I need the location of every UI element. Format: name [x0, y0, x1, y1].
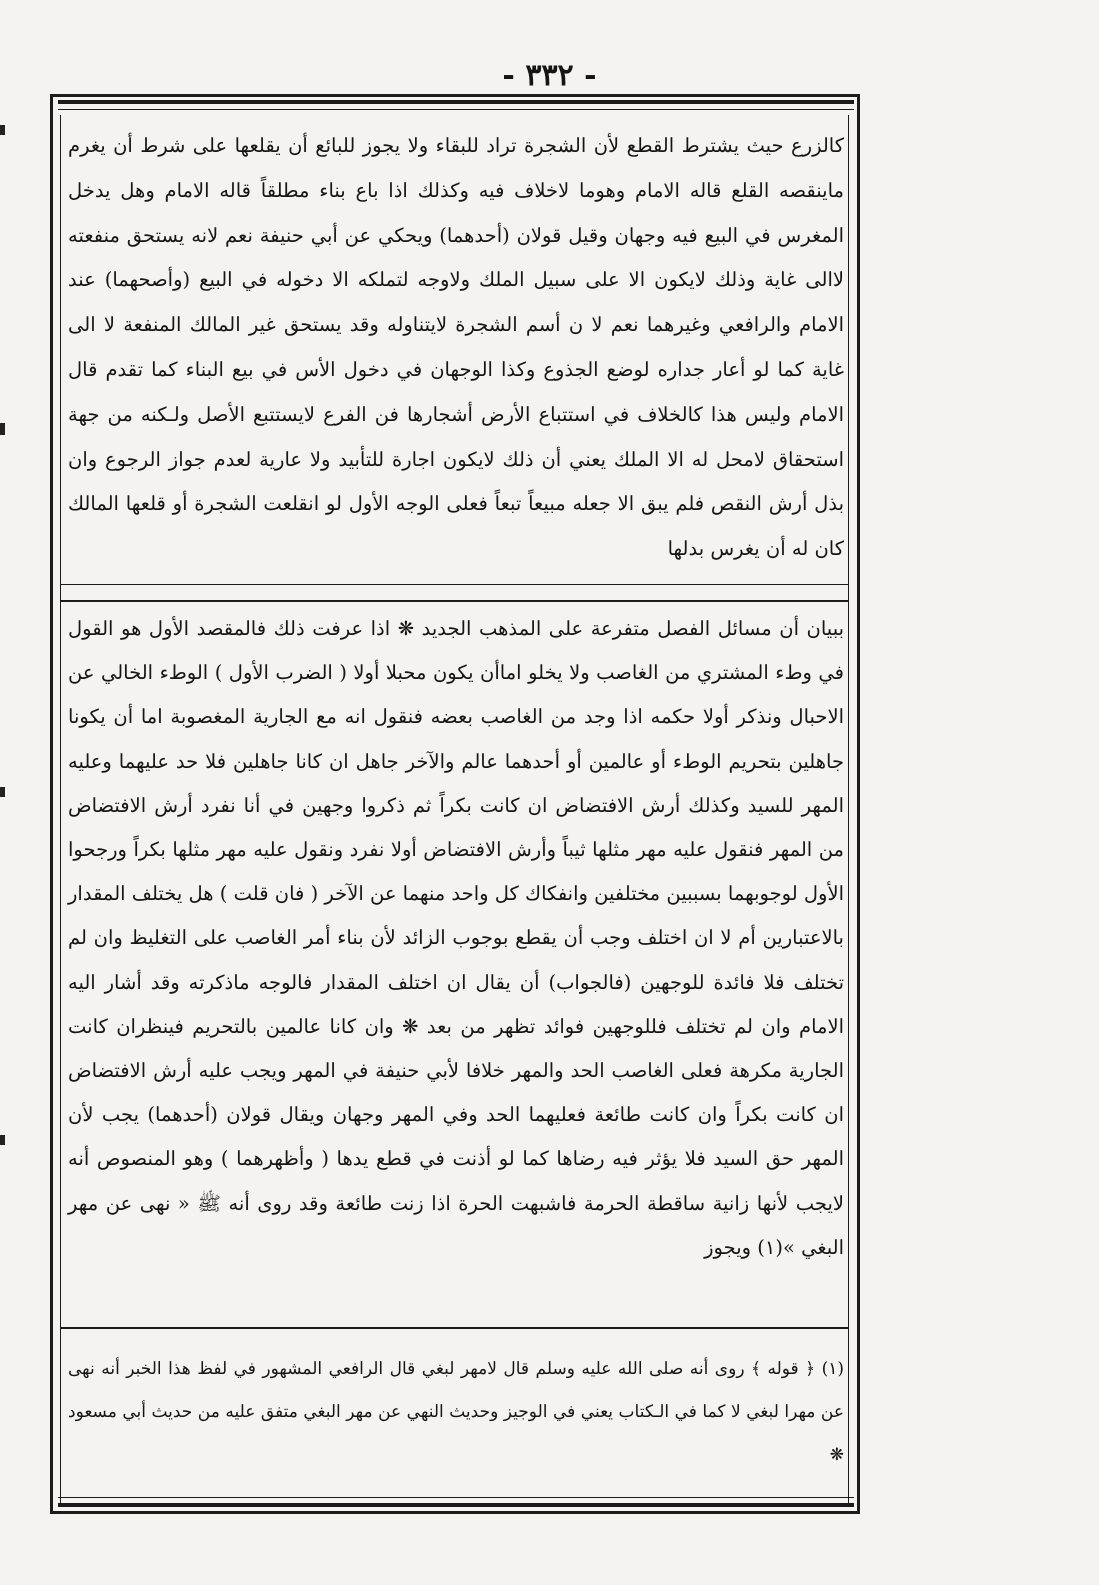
scan-edge-mark	[0, 423, 5, 435]
top-double-rule	[58, 100, 854, 110]
footnote-divider	[60, 1327, 848, 1329]
footnote-text: (١) ﴿ قوله ﴾ روى أنه صلى الله عليه وسلم قال لامهر لبغي قال الرافعي المشهور في لفظ هذا الخبر أنه نهى عن مهرا لبغي لا كما في الـكتاب يعني في الوجيز وحديث النهي عن مهر البغي متفق عليه من حديث أبي مسعود ❋	[68, 1359, 844, 1465]
scan-edge-mark	[0, 125, 5, 135]
upper-text-block	[68, 124, 844, 572]
scan-edge-mark	[0, 787, 5, 797]
inner-right-rule	[848, 115, 849, 1505]
section-divider-thick	[60, 600, 848, 602]
inner-left-rule	[60, 115, 61, 1505]
section-divider-thin	[60, 584, 848, 585]
lower-text-block	[68, 607, 844, 1270]
upper-paragraph: كالزرع حيث يشترط القطع لأن الشجرة تراد للبقاء ولا يجوز للبائع أن يقلعها على شرط أن يغرم ماينقصه القلع قاله الامام وهوما لاخلاف فيه وكذلك اذا باع بناء مطلقاً قاله الامام وهل يدخل المغرس في البيع فيه وجهان وقيل قولان (أحدهما) ويحكي عن أبي حنيفة نعم لانه يستحق منفعته لاالى غاية وذلك لايكون الا على سبيل الملك ولاوجه لتملكه الا دخوله في البيع (وأصحهما) عند الامام والرافعي وغيرهما نعم لا ن أسم الشجرة لايتناوله وقد يستحق غير المالك المنفعة لا الى غاية كما لو أعار جداره لوضع الجذوع وكذا الوجهان في دخول الأس في بيع البناء كما تقدم قال الامام وليس هذا كالخلاف في استتباع الأرض أشجارها فن الفرع لايستتبع الأصل ولـكنه من جهة استحقاق لامحل له الا الملك يعني أن ذلك لايكون اجارة للتأبيد ولا عارية لعدم جواز الرجوع وان بذل أرش النقص فلم يبق الا جعله مبيعاً تبعاً فعلى الوجه الأول لو انقلعت الشجرة أو قلعها المالك كان له أن يغرس بدلها	[68, 134, 844, 561]
footnote-block	[68, 1348, 844, 1477]
lower-paragraph: ببيان أن مسائل الفصل متفرعة على المذهب الجديد ❋ اذا عرفت ذلك فالمقصد الأول هو القول في وطء المشتري من الغاصب ولا يخلو اماأن يكون محبلا أولا ( الضرب الأول ) الوطء الخالي عن الاحبال ونذكر أولا حكمه اذا وجد من الغاصب بعضه فنقول انه مع الجارية المغصوبة اما أن يكونا جاهلين بتحريم الوطء أو عالمين أو أحدهما عالم والآخر جاهل ان كانا جاهلين فلا حد عليهما وعليه المهر للسيد وكذلك أرش الافتضاض ان كانت بكراً ثم ذكروا وجهين في أنا نفرد أرش الافتضاض من المهر فنقول عليه مهر مثلها ثيباً وأرش الافتضاض أولا نفرد ونقول عليه مهر مثلها بكراً ورجحوا الأول لوجوبهما بسببين مختلفين وانفكاك كل واحد منهما عن الآخر ( فان قلت ) هل يختلف المقدار بالاعتبارين أم لا ان اختلف وجب أن يقطع بوجوب الزائد لأن بناء أمر الغاصب على التغليظ وان لم تختلف فلا فائدة للوجهين (فالجواب) أن يقال ان اختلف المقدار فالوجه ماذكرته وقد أشار اليه الامام وان لم تختلف فللوجهين فوائد تظهر من بعد ❋ وان كانا عالمين بالتحريم فينظران كانت الجارية مكرهة فعلى الغاصب الحد والمهر خلافا لأبي حنيفة في المهر ويجب عليه أرش الافتضاض ان كانت بكراً وان كانت طائعة فعليهما الحد وفي المهر وجهان ويقال قولان (أحدهما) يجب لأن المهر حق السيد فلا يؤثر فيه رضاها كما لو أذنت في قطع يدها ( وأظهرهما ) وهو المنصوص أنه لايجب لأنها زانية ساقطة الحرمة فاشبهت الحرة اذا زنت طائعة وقد روى أنه ﷺ « نهى عن مهر البغي »(١) ويجوز	[68, 617, 844, 1259]
scan-edge-mark	[0, 1135, 5, 1145]
page-number: - ٣٣٢ -	[502, 58, 597, 93]
bottom-double-rule	[58, 1497, 854, 1507]
